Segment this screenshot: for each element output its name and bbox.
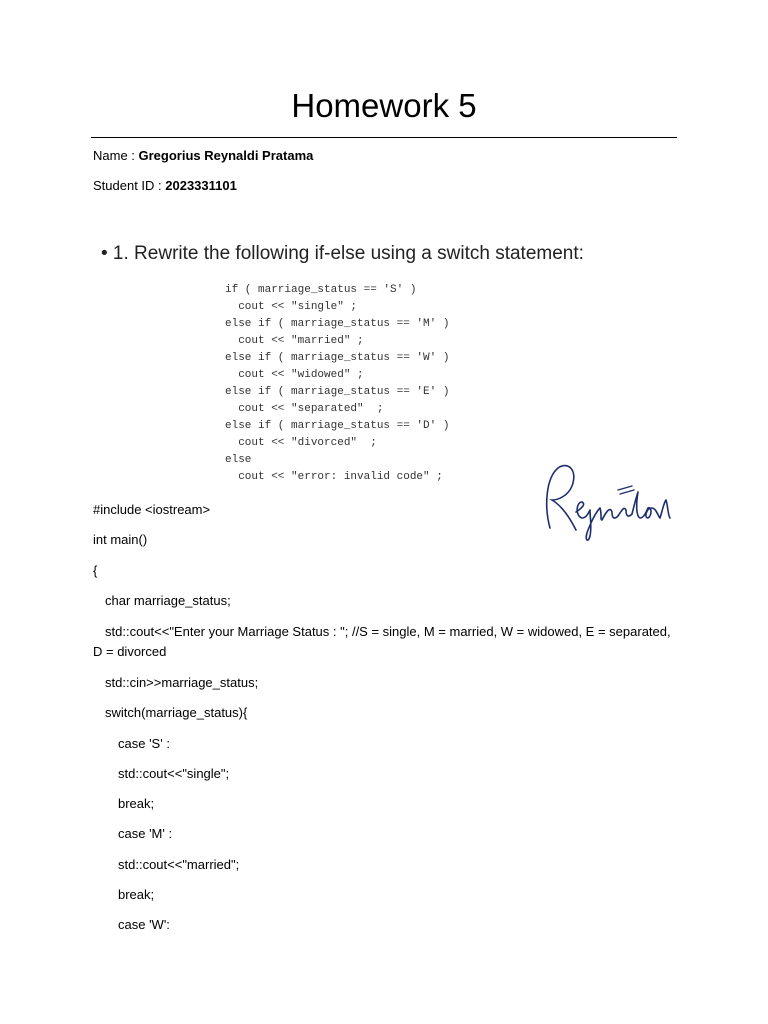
code-line: break; [118, 796, 155, 811]
code-line: int main() [93, 532, 148, 547]
code-line: cout << "widowed" ; [225, 369, 364, 381]
student-id-line [93, 177, 237, 195]
code-line: break; [118, 887, 155, 902]
code-line: case 'S' : [118, 736, 170, 751]
code-line: char marriage_status; [105, 593, 231, 608]
code-line: std::cin>>marriage_status; [105, 675, 259, 690]
code-line: cout << "married" ; [225, 335, 364, 347]
code-line: { [93, 563, 98, 578]
handwritten-signature [540, 456, 680, 546]
question-text: • 1. Rewrite the following if-else using a switch statement: [101, 243, 584, 264]
code-line: cout << "error: invalid code" ; [225, 471, 443, 483]
code-line: std::cout<<"Enter your Marriage Status : "; //S = single, M = married, W = widowed, E = separated, D = divorced [93, 624, 671, 659]
name-label: Name : [93, 148, 139, 163]
code-line: cout << "single" ; [225, 301, 358, 313]
code-line: #include <iostream> [93, 502, 211, 517]
code-line: cout << "separated" ; [225, 403, 384, 415]
name-value: Gregorius Reynaldi Pratama [138, 148, 314, 163]
student-id-label: Student ID : [93, 178, 166, 193]
code-line: std::cout<<"single"; [118, 766, 230, 781]
code-line: switch(marriage_status){ [105, 705, 248, 720]
code-line: case 'W': [118, 917, 170, 932]
original-code-snippet [225, 282, 449, 486]
code-line: std::cout<<"married"; [118, 857, 240, 872]
name-line [93, 147, 313, 165]
student-id-value: 2023331101 [165, 178, 237, 193]
code-line: else if ( marriage_status == 'D' ) [225, 420, 450, 432]
title-divider [91, 137, 677, 138]
code-line: if ( marriage_status == 'S' ) [225, 284, 417, 296]
code-line: else if ( marriage_status == 'W' ) [225, 352, 450, 364]
code-line: cout << "divorced" ; [225, 437, 377, 449]
code-line: else if ( marriage_status == 'M' ) [225, 318, 450, 330]
document-title: Homework 5 [291, 87, 477, 124]
code-line: else if ( marriage_status == 'E' ) [225, 386, 450, 398]
code-line: else [225, 454, 252, 466]
code-line: case 'M' : [118, 826, 173, 841]
